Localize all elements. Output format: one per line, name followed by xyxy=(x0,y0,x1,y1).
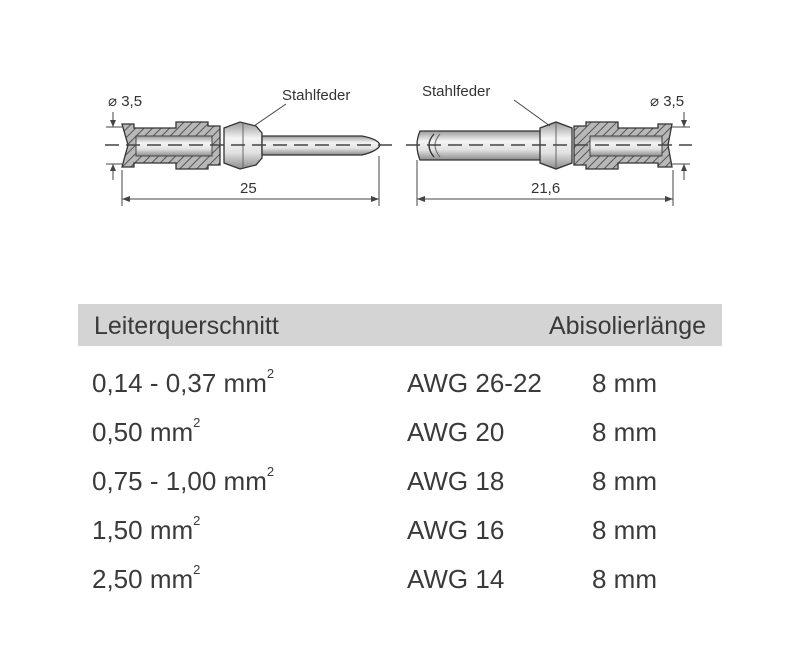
awg-cell: AWG 16 xyxy=(407,515,505,545)
strip-length-cell: 8 mm xyxy=(592,564,657,594)
awg-cell: AWG 14 xyxy=(407,564,505,594)
cross-section-cell: 0,50 $mm^2$ xyxy=(92,415,201,447)
contact-drawing xyxy=(0,0,800,260)
table-row xyxy=(78,462,722,511)
table-row xyxy=(78,364,722,413)
awg-cell: AWG 20 xyxy=(407,417,505,447)
table-row xyxy=(78,413,722,462)
pin-length-label: 25 xyxy=(240,180,257,197)
socket-length-label: 21,6 xyxy=(531,180,561,197)
table-header xyxy=(78,304,722,346)
table-row xyxy=(78,511,722,560)
socket-spring-label: Stahlfeder xyxy=(422,83,491,100)
header-cross-section: Leiterquerschnitt xyxy=(94,312,279,340)
cross-section-cell: 1,50 $mm^2$ xyxy=(92,513,201,545)
awg-cell: AWG 26-22 xyxy=(407,368,542,398)
socket-diameter-label: ⌀ 3,5 xyxy=(650,93,685,110)
strip-length-cell: 8 mm xyxy=(592,515,657,545)
table-row xyxy=(78,560,722,609)
strip-length-cell: 8 mm xyxy=(592,466,657,496)
header-strip-length: Abisolierlänge xyxy=(548,312,706,340)
table-body xyxy=(78,364,722,609)
socket-contact xyxy=(406,83,692,206)
cross-section-cell: 2,50 $mm^2$ xyxy=(92,562,201,594)
pin-diameter-label: ⌀ 3,5 xyxy=(108,93,143,110)
strip-length-cell: 8 mm xyxy=(592,417,657,447)
pin-contact xyxy=(105,87,392,206)
pin-spring-label: Stahlfeder xyxy=(282,87,351,104)
awg-cell: AWG 18 xyxy=(407,466,505,496)
strip-length-cell: 8 mm xyxy=(592,368,657,398)
cross-section-cell: 0,75 - 1,00 $mm^2$ xyxy=(92,464,275,496)
cross-section-cell: 0,14 - 0,37 $mm^2$ xyxy=(92,366,275,398)
